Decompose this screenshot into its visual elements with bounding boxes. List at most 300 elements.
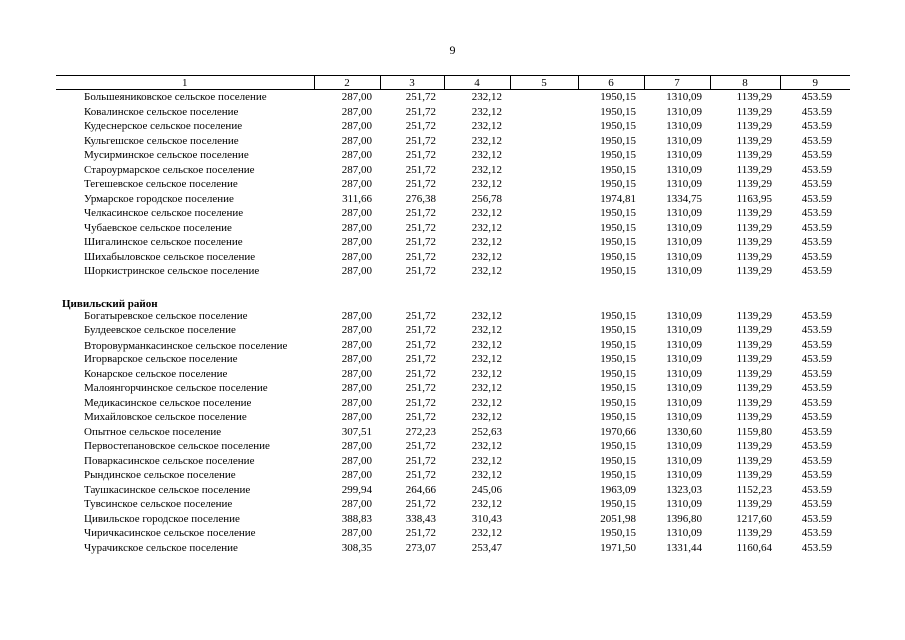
cell-col-7: 1310,09 bbox=[666, 91, 702, 103]
cell-col-8: 1139,29 bbox=[736, 498, 772, 510]
cell-col-9: 453.59 bbox=[801, 512, 832, 525]
cell-col-4: 232,12 bbox=[471, 353, 502, 365]
settlement-name: Шигалинское сельское поселение bbox=[84, 236, 243, 248]
cell-col-6: 1950,15 bbox=[600, 236, 636, 248]
cell-col-5 bbox=[510, 207, 578, 222]
table-row bbox=[56, 527, 850, 542]
cell-col-8: 1139,29 bbox=[736, 527, 772, 539]
cell-col-8: 1139,29 bbox=[736, 440, 772, 452]
cell-col-9: 453.59 bbox=[801, 396, 832, 409]
table-row bbox=[56, 324, 850, 339]
settlement-name: Урмарское городское поселение bbox=[84, 192, 234, 205]
cell-col-5 bbox=[510, 324, 578, 339]
settlement-name: Первостепановское сельское поселение bbox=[84, 440, 270, 452]
cell-col-5 bbox=[510, 440, 578, 455]
cell-col-9: 453.59 bbox=[801, 469, 832, 481]
cell-col-6: 1950,15 bbox=[600, 527, 636, 539]
table-row bbox=[56, 310, 850, 325]
cell-col-8: 1163,95 bbox=[736, 192, 772, 205]
table-row bbox=[56, 397, 850, 412]
cell-col-8: 1139,29 bbox=[736, 250, 772, 263]
table-row bbox=[56, 440, 850, 455]
cell-col-4: 232,12 bbox=[471, 134, 502, 147]
cell-col-2: 287,00 bbox=[341, 367, 372, 380]
cell-col-4: 310,43 bbox=[471, 512, 502, 525]
cell-col-7: 1310,09 bbox=[666, 454, 702, 467]
cell-col-2: 287,00 bbox=[341, 221, 372, 234]
cell-col-2: 287,00 bbox=[341, 178, 372, 190]
cell-col-4: 232,12 bbox=[471, 324, 502, 336]
settlement-name: Чиричкасинское сельское поселение bbox=[84, 527, 256, 539]
cell-col-7: 1310,09 bbox=[666, 527, 702, 539]
cell-col-7: 1310,09 bbox=[666, 353, 702, 365]
cell-col-8: 1139,29 bbox=[736, 163, 772, 176]
page-number: 9 bbox=[449, 43, 456, 57]
cell-col-7: 1310,09 bbox=[666, 163, 702, 176]
tariff-table bbox=[56, 75, 850, 556]
cell-col-2: 388,83 bbox=[341, 512, 372, 525]
table-row bbox=[56, 251, 850, 266]
cell-col-3: 251,72 bbox=[405, 134, 436, 147]
column-header-3: 3 bbox=[380, 76, 444, 90]
cell-col-4: 232,12 bbox=[471, 120, 502, 132]
settlement-name: Чурачикское сельское поселение bbox=[84, 541, 238, 554]
cell-col-4: 256,78 bbox=[471, 192, 502, 205]
cell-col-2: 287,00 bbox=[341, 454, 372, 467]
cell-col-8: 1139,29 bbox=[736, 120, 772, 132]
cell-col-7: 1310,09 bbox=[666, 207, 702, 219]
column-header-7: 7 bbox=[644, 76, 710, 90]
cell-col-5 bbox=[510, 426, 578, 441]
settlement-name: Староурмарское сельское поселение bbox=[84, 163, 255, 176]
column-header-9: 9 bbox=[780, 76, 850, 90]
header-row bbox=[56, 76, 850, 90]
cell-col-3: 251,72 bbox=[405, 411, 436, 423]
settlement-name: Богатыревское сельское поселение bbox=[84, 309, 248, 322]
table-row bbox=[56, 455, 850, 470]
cell-col-8: 1139,29 bbox=[736, 265, 772, 277]
cell-col-3: 251,72 bbox=[405, 324, 436, 336]
cell-col-6: 1963,09 bbox=[600, 483, 636, 496]
cell-col-6: 1950,15 bbox=[600, 396, 636, 409]
cell-col-8: 1139,29 bbox=[736, 367, 772, 380]
cell-col-5 bbox=[510, 236, 578, 251]
cell-col-6: 1950,15 bbox=[600, 91, 636, 103]
cell-col-7: 1310,09 bbox=[666, 324, 702, 336]
cell-col-7: 1310,09 bbox=[666, 396, 702, 409]
cell-col-2: 287,00 bbox=[341, 353, 372, 365]
cell-col-9: 453.59 bbox=[801, 367, 832, 380]
cell-col-4: 232,12 bbox=[471, 338, 502, 351]
cell-col-7: 1310,09 bbox=[666, 265, 702, 277]
column-header-2: 2 bbox=[314, 76, 380, 90]
cell-col-5 bbox=[510, 527, 578, 542]
cell-col-8: 1139,29 bbox=[736, 149, 772, 161]
cell-col-3: 251,72 bbox=[405, 498, 436, 510]
section-heading-row bbox=[56, 294, 850, 310]
cell-col-3: 251,72 bbox=[405, 382, 436, 394]
cell-col-3: 251,72 bbox=[405, 250, 436, 263]
cell-col-8: 1139,29 bbox=[736, 396, 772, 409]
cell-col-5 bbox=[510, 469, 578, 484]
table-row bbox=[56, 236, 850, 251]
cell-col-7: 1323,03 bbox=[666, 483, 702, 496]
cell-col-7: 1310,09 bbox=[666, 236, 702, 248]
table-row bbox=[56, 353, 850, 368]
cell-col-4: 232,12 bbox=[471, 469, 502, 481]
cell-col-8: 1159,80 bbox=[736, 425, 772, 438]
cell-col-3: 251,72 bbox=[405, 338, 436, 351]
cell-col-4: 232,12 bbox=[471, 236, 502, 248]
cell-col-4: 232,12 bbox=[471, 498, 502, 510]
settlement-name: Тувсинское сельское поселение bbox=[84, 498, 233, 510]
column-header-1: 1 bbox=[56, 76, 314, 90]
settlement-name: Булдеевское сельское поселение bbox=[84, 324, 236, 336]
table-row bbox=[56, 207, 850, 222]
cell-col-6: 1950,15 bbox=[600, 163, 636, 176]
cell-col-9: 453.59 bbox=[801, 382, 832, 394]
cell-col-5 bbox=[510, 222, 578, 237]
cell-col-6: 1950,15 bbox=[600, 469, 636, 481]
cell-col-2: 307,51 bbox=[341, 425, 372, 438]
table-row bbox=[56, 193, 850, 208]
cell-col-2: 287,00 bbox=[341, 134, 372, 147]
cell-col-5 bbox=[510, 164, 578, 179]
table-row bbox=[56, 513, 850, 528]
settlement-name: Игорварское сельское поселение bbox=[84, 353, 238, 365]
cell-col-6: 2051,98 bbox=[600, 512, 636, 525]
cell-col-7: 1310,09 bbox=[666, 250, 702, 263]
cell-col-9: 453.59 bbox=[801, 236, 832, 248]
cell-col-6: 1950,15 bbox=[600, 454, 636, 467]
cell-col-2: 287,00 bbox=[341, 207, 372, 219]
settlement-name: Конарское сельское поселение bbox=[84, 367, 228, 380]
cell-col-8: 1139,29 bbox=[736, 134, 772, 147]
settlement-name: Опытное сельское поселение bbox=[84, 425, 222, 438]
cell-col-4: 232,12 bbox=[471, 396, 502, 409]
cell-col-7: 1310,09 bbox=[666, 382, 702, 394]
settlement-name: Михайловское сельское поселение bbox=[84, 411, 247, 423]
cell-col-7: 1310,09 bbox=[666, 221, 702, 234]
cell-col-7: 1310,09 bbox=[666, 105, 702, 118]
cell-col-9: 453.59 bbox=[801, 120, 832, 132]
cell-col-8: 1139,29 bbox=[736, 178, 772, 190]
table-row bbox=[56, 164, 850, 179]
cell-col-3: 251,72 bbox=[405, 105, 436, 118]
cell-col-7: 1310,09 bbox=[666, 411, 702, 423]
cell-col-2: 287,00 bbox=[341, 382, 372, 394]
settlement-name: Тегешевское сельское поселение bbox=[84, 178, 238, 190]
cell-col-8: 1139,29 bbox=[736, 338, 772, 351]
cell-col-9: 453.59 bbox=[801, 207, 832, 219]
cell-col-6: 1950,15 bbox=[600, 149, 636, 161]
cell-col-5 bbox=[510, 484, 578, 499]
cell-col-6: 1970,66 bbox=[600, 425, 636, 438]
cell-col-9: 453.59 bbox=[801, 498, 832, 510]
cell-col-8: 1139,29 bbox=[736, 236, 772, 248]
cell-col-4: 232,12 bbox=[471, 382, 502, 394]
cell-col-2: 287,00 bbox=[341, 411, 372, 423]
cell-col-6: 1950,15 bbox=[600, 265, 636, 277]
cell-col-2: 287,00 bbox=[341, 338, 372, 351]
settlement-name: Шоркистринское сельское поселение bbox=[84, 265, 260, 277]
cell-col-5 bbox=[510, 120, 578, 135]
cell-col-8: 1139,29 bbox=[736, 411, 772, 423]
column-header-5: 5 bbox=[510, 76, 578, 90]
cell-col-6: 1950,15 bbox=[600, 207, 636, 219]
cell-col-3: 251,72 bbox=[405, 236, 436, 248]
cell-col-3: 251,72 bbox=[405, 469, 436, 481]
cell-col-3: 251,72 bbox=[405, 396, 436, 409]
table-row bbox=[56, 484, 850, 499]
cell-col-9: 453.59 bbox=[801, 221, 832, 234]
table-row bbox=[56, 498, 850, 513]
settlement-name: Чубаевское сельское поселение bbox=[84, 221, 232, 234]
cell-col-4: 232,12 bbox=[471, 411, 502, 423]
cell-col-5 bbox=[510, 106, 578, 121]
cell-col-3: 251,72 bbox=[405, 309, 436, 322]
cell-col-4: 232,12 bbox=[471, 454, 502, 467]
table-body bbox=[56, 90, 850, 557]
cell-col-7: 1310,09 bbox=[666, 469, 702, 481]
cell-col-2: 287,00 bbox=[341, 120, 372, 132]
cell-col-5 bbox=[510, 251, 578, 266]
cell-col-9: 453.59 bbox=[801, 149, 832, 161]
cell-col-9: 453.59 bbox=[801, 250, 832, 263]
cell-col-3: 251,72 bbox=[405, 454, 436, 467]
cell-col-9: 453.59 bbox=[801, 309, 832, 322]
cell-col-6: 1950,15 bbox=[600, 250, 636, 263]
column-header-6: 6 bbox=[578, 76, 644, 90]
cell-col-8: 1152,23 bbox=[736, 483, 772, 496]
cell-col-9: 453.59 bbox=[801, 338, 832, 351]
cell-col-4: 232,12 bbox=[471, 265, 502, 277]
cell-col-8: 1139,29 bbox=[736, 454, 772, 467]
cell-col-2: 287,00 bbox=[341, 440, 372, 452]
cell-col-9: 453.59 bbox=[801, 411, 832, 423]
cell-col-3: 251,72 bbox=[405, 221, 436, 234]
table-row bbox=[56, 120, 850, 135]
cell-col-3: 251,72 bbox=[405, 440, 436, 452]
cell-col-6: 1950,15 bbox=[600, 367, 636, 380]
cell-col-4: 232,12 bbox=[471, 527, 502, 539]
table-row bbox=[56, 106, 850, 121]
settlement-name: Ковалинское сельское поселение bbox=[84, 105, 239, 118]
cell-col-3: 272,23 bbox=[405, 425, 436, 438]
cell-col-8: 1139,29 bbox=[736, 207, 772, 219]
cell-col-6: 1950,15 bbox=[600, 382, 636, 394]
cell-col-8: 1139,29 bbox=[736, 91, 772, 103]
cell-col-9: 453.59 bbox=[801, 178, 832, 190]
cell-col-9: 453.59 bbox=[801, 91, 832, 103]
cell-col-8: 1139,29 bbox=[736, 353, 772, 365]
cell-col-2: 287,00 bbox=[341, 498, 372, 510]
cell-col-7: 1310,09 bbox=[666, 498, 702, 510]
cell-col-6: 1950,15 bbox=[600, 178, 636, 190]
settlement-name: Челкасинское сельское поселение bbox=[84, 207, 244, 219]
cell-col-3: 264,66 bbox=[405, 483, 436, 496]
cell-col-9: 453.59 bbox=[801, 541, 832, 554]
cell-col-7: 1330,60 bbox=[666, 425, 702, 438]
cell-col-7: 1310,09 bbox=[666, 149, 702, 161]
cell-col-2: 287,00 bbox=[341, 236, 372, 248]
cell-col-4: 253,47 bbox=[471, 541, 502, 554]
cell-col-2: 287,00 bbox=[341, 527, 372, 539]
cell-col-4: 232,12 bbox=[471, 163, 502, 176]
cell-col-3: 251,72 bbox=[405, 207, 436, 219]
cell-col-9: 453.59 bbox=[801, 105, 832, 118]
cell-col-4: 232,12 bbox=[471, 367, 502, 380]
settlement-name: Поваркасинское сельское поселение bbox=[84, 454, 255, 467]
cell-col-2: 287,00 bbox=[341, 105, 372, 118]
cell-col-4: 232,12 bbox=[471, 221, 502, 234]
cell-col-2: 287,00 bbox=[341, 163, 372, 176]
table-row bbox=[56, 382, 850, 397]
cell-col-6: 1950,15 bbox=[600, 324, 636, 336]
cell-col-4: 232,12 bbox=[471, 91, 502, 103]
cell-col-9: 453.59 bbox=[801, 353, 832, 365]
cell-col-8: 1139,29 bbox=[736, 105, 772, 118]
table-row bbox=[56, 469, 850, 484]
cell-col-8: 1139,29 bbox=[736, 309, 772, 322]
cell-col-6: 1950,15 bbox=[600, 309, 636, 322]
cell-col-4: 252,63 bbox=[471, 425, 502, 438]
cell-col-2: 287,00 bbox=[341, 309, 372, 322]
cell-col-7: 1310,09 bbox=[666, 367, 702, 380]
cell-col-5 bbox=[510, 135, 578, 150]
settlement-name: Таушкасинское сельское поселение bbox=[84, 483, 251, 496]
cell-col-6: 1950,15 bbox=[600, 440, 636, 452]
table-row bbox=[56, 426, 850, 441]
cell-col-3: 251,72 bbox=[405, 163, 436, 176]
cell-col-9: 453.59 bbox=[801, 192, 832, 205]
cell-col-4: 232,12 bbox=[471, 105, 502, 118]
cell-col-3: 251,72 bbox=[405, 120, 436, 132]
cell-col-4: 232,12 bbox=[471, 250, 502, 263]
cell-col-5 bbox=[510, 90, 578, 106]
cell-col-7: 1396,80 bbox=[666, 512, 702, 525]
cell-col-5 bbox=[510, 498, 578, 513]
cell-col-5 bbox=[510, 513, 578, 528]
cell-col-8: 1139,29 bbox=[736, 382, 772, 394]
cell-col-4: 232,12 bbox=[471, 207, 502, 219]
cell-col-8: 1139,29 bbox=[736, 221, 772, 234]
settlement-name: Рындинское сельское поселение bbox=[84, 469, 236, 481]
cell-col-5 bbox=[510, 382, 578, 397]
cell-col-6: 1950,15 bbox=[600, 411, 636, 423]
cell-col-5 bbox=[510, 397, 578, 412]
settlement-name: Кудеснерское сельское поселение bbox=[84, 120, 243, 132]
cell-col-3: 251,72 bbox=[405, 353, 436, 365]
cell-col-4: 245,06 bbox=[471, 483, 502, 496]
settlement-name: Медикасинское сельское поселение bbox=[84, 396, 252, 409]
cell-col-2: 287,00 bbox=[341, 324, 372, 336]
cell-col-7: 1310,09 bbox=[666, 134, 702, 147]
cell-col-2: 311,66 bbox=[342, 192, 372, 205]
cell-col-3: 251,72 bbox=[405, 178, 436, 190]
column-header-8: 8 bbox=[710, 76, 780, 90]
cell-col-2: 287,00 bbox=[341, 149, 372, 161]
cell-col-3: 251,72 bbox=[405, 527, 436, 539]
cell-col-6: 1950,15 bbox=[600, 338, 636, 351]
cell-col-4: 232,12 bbox=[471, 309, 502, 322]
cell-col-9: 453.59 bbox=[801, 454, 832, 467]
cell-col-7: 1334,75 bbox=[666, 192, 702, 205]
cell-col-7: 1310,09 bbox=[666, 440, 702, 452]
cell-col-3: 251,72 bbox=[405, 149, 436, 161]
cell-col-6: 1950,15 bbox=[600, 134, 636, 147]
cell-col-6: 1950,15 bbox=[600, 353, 636, 365]
cell-col-5 bbox=[510, 455, 578, 470]
cell-col-3: 251,72 bbox=[405, 265, 436, 277]
settlement-name: Большеяниковское сельское поселение bbox=[84, 91, 267, 103]
cell-col-7: 1310,09 bbox=[666, 338, 702, 351]
cell-col-9: 453.59 bbox=[801, 324, 832, 336]
cell-col-6: 1950,15 bbox=[600, 498, 636, 510]
cell-col-7: 1310,09 bbox=[666, 309, 702, 322]
cell-col-8: 1139,29 bbox=[736, 469, 772, 481]
cell-col-2: 287,00 bbox=[341, 91, 372, 103]
cell-col-6: 1950,15 bbox=[600, 221, 636, 234]
cell-col-9: 453.59 bbox=[801, 265, 832, 277]
cell-col-4: 232,12 bbox=[471, 149, 502, 161]
cell-col-6: 1950,15 bbox=[600, 120, 636, 132]
table-row bbox=[56, 339, 850, 354]
cell-col-3: 273,07 bbox=[405, 541, 436, 554]
cell-col-3: 276,38 bbox=[405, 192, 436, 205]
cell-col-5 bbox=[510, 411, 578, 426]
column-header-4: 4 bbox=[444, 76, 510, 90]
cell-col-6: 1974,81 bbox=[600, 192, 636, 205]
cell-col-6: 1971,50 bbox=[600, 541, 636, 554]
cell-col-8: 1160,64 bbox=[736, 541, 772, 554]
cell-col-7: 1310,09 bbox=[666, 120, 702, 132]
cell-col-2: 287,00 bbox=[341, 396, 372, 409]
table-row bbox=[56, 368, 850, 383]
settlement-name: Мусирминское сельское поселение bbox=[84, 149, 249, 161]
cell-col-4: 232,12 bbox=[471, 178, 502, 190]
cell-col-3: 338,43 bbox=[405, 512, 436, 525]
cell-col-3: 251,72 bbox=[405, 91, 436, 103]
cell-col-5 bbox=[510, 353, 578, 368]
cell-col-4: 232,12 bbox=[471, 440, 502, 452]
cell-col-8: 1139,29 bbox=[736, 324, 772, 336]
spacer-cell bbox=[56, 280, 850, 294]
cell-col-2: 287,00 bbox=[341, 469, 372, 481]
cell-col-5 bbox=[510, 265, 578, 280]
cell-col-9: 453.59 bbox=[801, 425, 832, 438]
cell-col-5 bbox=[510, 178, 578, 193]
spacer-row bbox=[56, 280, 850, 294]
cell-col-6: 1950,15 bbox=[600, 105, 636, 118]
table-row bbox=[56, 542, 850, 557]
settlement-name: Малоянгорчинское сельское поселение bbox=[84, 382, 268, 394]
table-row bbox=[56, 265, 850, 280]
cell-col-5 bbox=[510, 149, 578, 164]
cell-col-9: 453.59 bbox=[801, 134, 832, 147]
cell-col-2: 308,35 bbox=[341, 541, 372, 554]
settlement-name: Цивильское городское поселение bbox=[84, 512, 240, 525]
cell-col-2: 299,94 bbox=[341, 483, 372, 496]
section-title: Цивильский район bbox=[62, 297, 158, 310]
table-row bbox=[56, 222, 850, 237]
table-row bbox=[56, 178, 850, 193]
cell-col-7: 1331,44 bbox=[666, 541, 702, 554]
cell-col-2: 287,00 bbox=[341, 265, 372, 277]
table-row bbox=[56, 149, 850, 164]
table-row bbox=[56, 90, 850, 106]
cell-col-3: 251,72 bbox=[405, 367, 436, 380]
